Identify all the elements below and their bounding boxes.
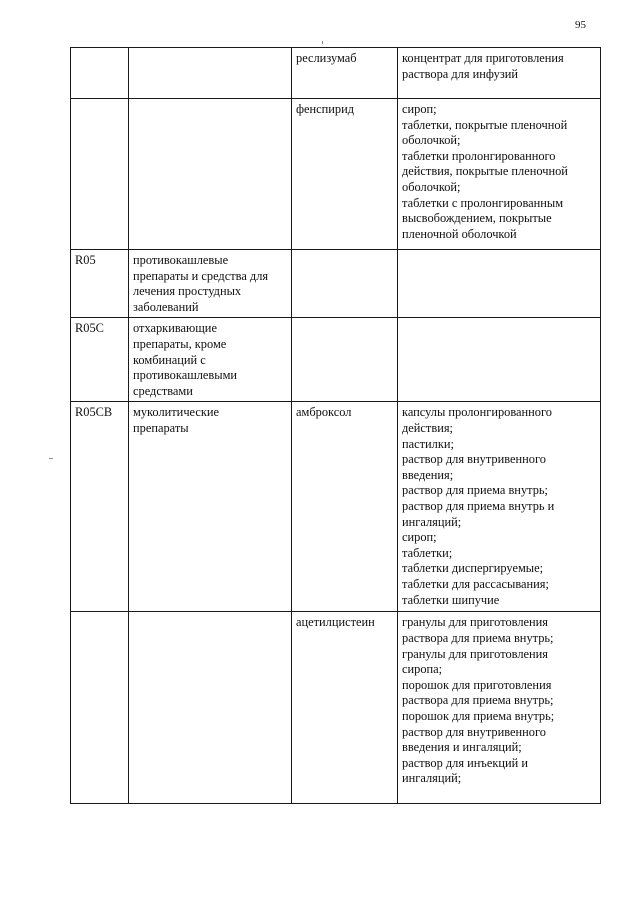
dosage-form-line: введения; — [402, 467, 454, 482]
group-name-line: препараты и средства для — [133, 268, 269, 283]
dosage-form-line: таблетки, покрытые пленочной — [402, 117, 568, 132]
dosage-form-line: сироп; — [402, 102, 437, 116]
dosage-forms-cell — [398, 402, 601, 612]
group-name-line: комбинаций с — [133, 352, 206, 367]
atc-code-cell — [71, 612, 129, 804]
dosage-form-line: раствора для приема внутрь; — [402, 630, 554, 645]
dosage-form-line: пленочной оболочкой — [402, 226, 517, 241]
dosage-form-line: концентрат для приготовления — [402, 51, 564, 65]
table-row — [71, 48, 601, 99]
atc-code-cell — [71, 48, 129, 99]
table-row — [71, 318, 601, 402]
dosage-form-line: действия, покрытые пленочной — [402, 164, 568, 179]
atc-code-cell: R05CB — [71, 402, 129, 612]
group-name-cell — [129, 99, 292, 250]
group-name-line: средствами — [133, 383, 193, 398]
drug-name-cell: фенспирид — [292, 99, 398, 250]
dosage-form-line: ингаляций; — [402, 771, 462, 786]
dosage-form-line: раствор для внутривенного — [402, 724, 546, 739]
dosage-forms-cell — [398, 612, 601, 804]
dosage-form-line: таблетки с пролонгированным — [402, 195, 564, 210]
dosage-form-line: таблетки для рассасывания; — [402, 576, 549, 591]
table-row — [71, 402, 601, 612]
dosage-forms-cell — [398, 48, 601, 99]
dosage-form-line: действия; — [402, 420, 453, 435]
dosage-form-line: таблетки диспергируемые; — [402, 561, 544, 576]
margin-mark — [49, 458, 53, 459]
dosage-form-line: введения и ингаляций; — [402, 740, 522, 755]
atc-code-cell: R05 — [71, 250, 129, 318]
dosage-form-line: таблетки пролонгированного — [402, 148, 556, 163]
group-name-line: противокашлевыми — [133, 368, 238, 383]
dosage-form-line: таблетки; — [402, 545, 453, 560]
drug-name-cell: амброксол — [292, 402, 398, 612]
group-name-line: противокашлевые — [133, 253, 229, 267]
dosage-form-line: оболочкой; — [402, 179, 461, 194]
dosage-form-line: раствор для инъекций и — [402, 755, 528, 770]
dosage-form-line: сироп; — [402, 530, 437, 545]
dosage-form-line: сиропа; — [402, 662, 443, 677]
dosage-form-line: высвобождением, покрытые — [402, 211, 552, 226]
table-row — [71, 250, 601, 318]
group-name-cell — [129, 402, 292, 612]
table-row — [71, 99, 601, 250]
drug-name-cell: реслизумаб — [292, 48, 398, 99]
drug-table — [70, 47, 601, 804]
group-name-line: препараты — [133, 420, 189, 435]
dosage-form-line: раствора для приема внутрь; — [402, 693, 554, 708]
group-name-line: муколитические — [133, 405, 220, 420]
drug-name-cell — [292, 318, 398, 402]
drug-name-cell — [292, 250, 398, 318]
group-name-cell — [129, 48, 292, 99]
dosage-form-line: раствора для инфузий — [402, 66, 518, 81]
dosage-form-line: гранулы для приготовления — [402, 646, 548, 661]
dosage-form-line: оболочкой; — [402, 133, 461, 148]
group-name-cell — [129, 318, 292, 402]
group-name-line: заболеваний — [133, 299, 199, 314]
dosage-form-line: капсулы пролонгированного — [402, 405, 552, 420]
dosage-forms-cell — [398, 99, 601, 250]
dosage-form-line: гранулы для приготовления — [402, 615, 548, 630]
dosage-forms-cell — [398, 250, 601, 318]
drug-name-cell: ацетилцистеин — [292, 612, 398, 804]
dosage-forms-cell — [398, 318, 601, 402]
group-name-line: лечения простудных — [133, 284, 242, 299]
dosage-form-line: таблетки шипучие — [402, 592, 500, 607]
atc-code-cell: R05C — [71, 318, 129, 402]
scan-mark — [322, 41, 323, 44]
page-number: 95 — [575, 19, 586, 31]
atc-code-cell — [71, 99, 129, 250]
dosage-form-line: пастилки; — [402, 436, 454, 451]
dosage-form-line: раствор для приема внутрь; — [402, 483, 548, 498]
dosage-form-line: порошок для приема внутрь; — [402, 708, 555, 723]
group-name-cell — [129, 250, 292, 318]
dosage-form-line: ингаляций; — [402, 514, 462, 529]
group-name-line: препараты, кроме — [133, 336, 227, 351]
dosage-form-line: раствор для внутривенного — [402, 452, 546, 467]
dosage-form-line: раствор для приема внутрь и — [402, 498, 555, 513]
group-name-line: отхаркивающие — [133, 321, 217, 336]
table-row — [71, 612, 601, 804]
dosage-form-line: порошок для приготовления — [402, 677, 552, 692]
group-name-cell — [129, 612, 292, 804]
